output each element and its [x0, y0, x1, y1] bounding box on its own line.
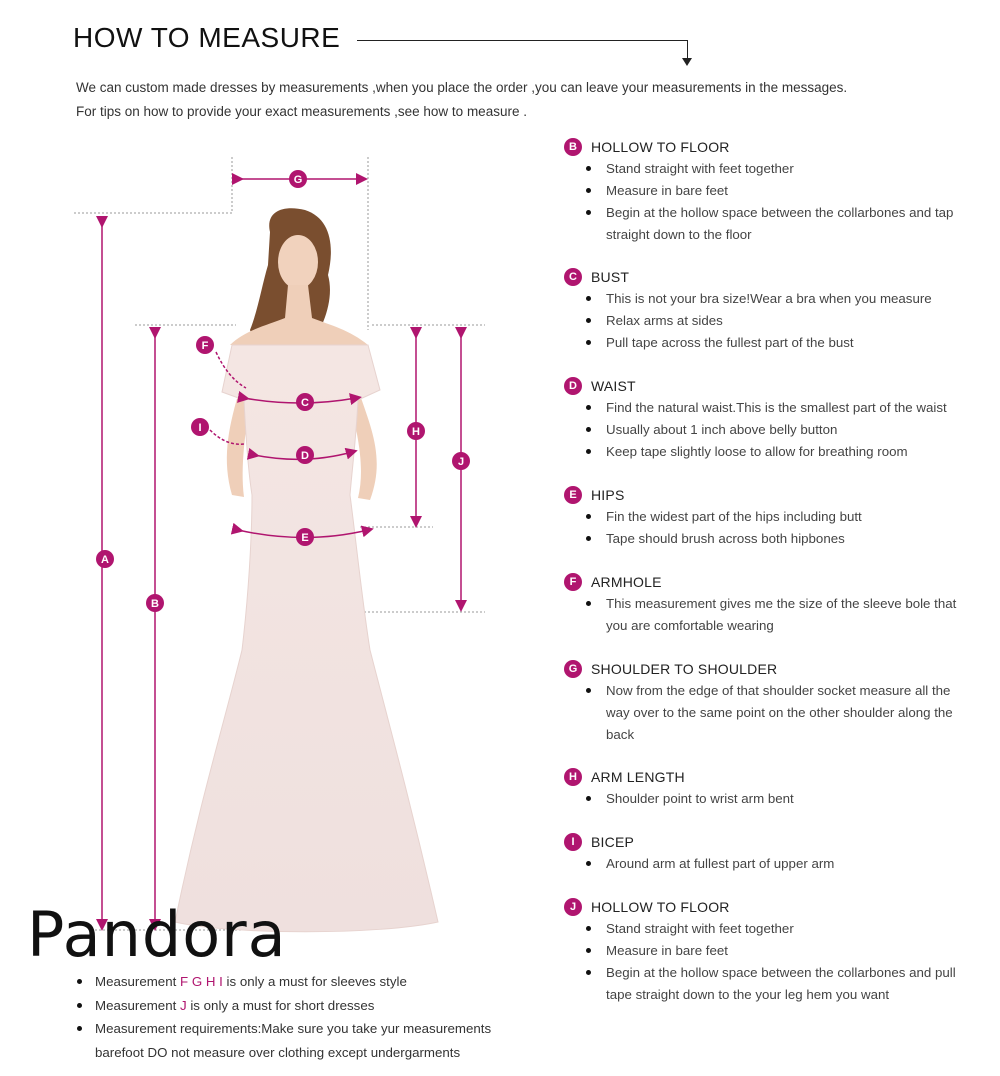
badge-d: D	[564, 377, 582, 395]
figure-label-d: D	[301, 450, 309, 462]
badge-i: I	[564, 833, 582, 851]
title-rule-drop	[687, 40, 688, 60]
badge-c: C	[564, 268, 582, 286]
section-hips	[564, 484, 984, 550]
dress	[175, 345, 438, 932]
list-item: Measure in bare feet	[606, 940, 984, 962]
list-item: Measure in bare feet	[606, 180, 984, 202]
badge-g: G	[564, 660, 582, 678]
measurement-notes	[76, 970, 546, 1064]
list-item: Fin the widest part of the hips including butt	[606, 506, 984, 528]
figure-label-f: F	[201, 340, 209, 352]
section-hollow-to-floor-j	[564, 896, 984, 1006]
list-item: Around arm at fullest part of upper arm	[606, 853, 984, 875]
intro-line-1: We can custom made dresses by measurements ,when you place the order ,you can leave your measurements in the messages.	[76, 80, 848, 95]
figure-label-h: H	[412, 426, 420, 438]
section-shoulder-to-shoulder	[564, 658, 984, 746]
list-item: Stand straight with feet together	[606, 158, 984, 180]
list-item: Pull tape across the fullest part of the bust	[606, 332, 984, 354]
list-item: Stand straight with feet together	[606, 918, 984, 940]
badge-e: E	[564, 486, 582, 504]
section-title: WAIST	[591, 378, 636, 394]
dress-measurement-figure	[0, 140, 560, 940]
figure-label-i: I	[198, 422, 202, 434]
section-title: HOLLOW TO FLOOR	[591, 899, 730, 915]
section-title: ARMHOLE	[591, 574, 662, 590]
section-armhole	[564, 571, 984, 637]
arrow-down-icon	[682, 58, 692, 66]
badge-f: F	[564, 573, 582, 591]
badge-j: J	[564, 898, 582, 916]
section-bust	[564, 266, 984, 354]
section-arm-length	[564, 766, 984, 810]
section-title: BICEP	[591, 834, 635, 850]
figure-label-j: J	[457, 456, 465, 468]
list-item: Now from the edge of that shoulder socket measure all the way over to the same point on the other shoulder along the back	[606, 680, 971, 746]
note-highlight: J	[180, 997, 187, 1013]
section-title: SHOULDER TO SHOULDER	[591, 661, 778, 677]
face	[278, 235, 318, 289]
figure-label-b: B	[151, 598, 159, 610]
list-item: Begin at the hollow space between the collarbones and pull tape straight down to the your leg hem you want	[606, 962, 978, 1006]
intro-line-2: For tips on how to provide your exact measurements ,see how to measure .	[76, 104, 527, 119]
note-short-dresses: Measurement J is only a must for short dresses	[76, 994, 546, 1018]
note-sleeves: Measurement F G H I is only a must for sleeves style	[76, 970, 546, 994]
list-item: Relax arms at sides	[606, 310, 984, 332]
section-title: HIPS	[591, 487, 625, 503]
section-title: BUST	[591, 269, 630, 285]
title-rule	[357, 40, 688, 41]
figure-label-g: G	[293, 174, 303, 186]
section-bicep	[564, 831, 984, 875]
list-item: Tape should brush across both hipbones	[606, 528, 984, 550]
note-requirements: Measurement requirements:Make sure you take yur measurements barefoot DO not measure over clothing except undergarments	[76, 1017, 525, 1064]
section-waist	[564, 375, 984, 463]
note-highlight: F G H I	[180, 974, 223, 989]
list-item: This measurement gives me the size of the sleeve bole that you are comfortable wearing	[606, 593, 976, 637]
figure-label-c: C	[301, 397, 309, 409]
list-item: Find the natural waist.This is the smallest part of the waist	[606, 397, 984, 419]
figure-label-e: E	[301, 532, 309, 544]
list-item: Usually about 1 inch above belly button	[606, 419, 984, 441]
section-hollow-to-floor-b	[564, 136, 984, 246]
badge-b: B	[564, 138, 582, 156]
section-title: HOLLOW TO FLOOR	[591, 139, 730, 155]
page-title: HOW TO MEASURE	[73, 22, 341, 53]
badge-h: H	[564, 768, 582, 786]
list-item: Shoulder point to wrist arm bent	[606, 788, 984, 810]
neck-shoulders	[230, 285, 368, 345]
figure-label-a: A	[101, 554, 109, 566]
watermark: Pandora	[27, 898, 287, 971]
list-item: Keep tape slightly loose to allow for breathing room	[606, 441, 984, 463]
list-item: Begin at the hollow space between the collarbones and tap straight down to the floor	[606, 202, 956, 246]
list-item: This is not your bra size!Wear a bra when you measure	[606, 288, 984, 310]
section-title: ARM LENGTH	[591, 769, 685, 785]
